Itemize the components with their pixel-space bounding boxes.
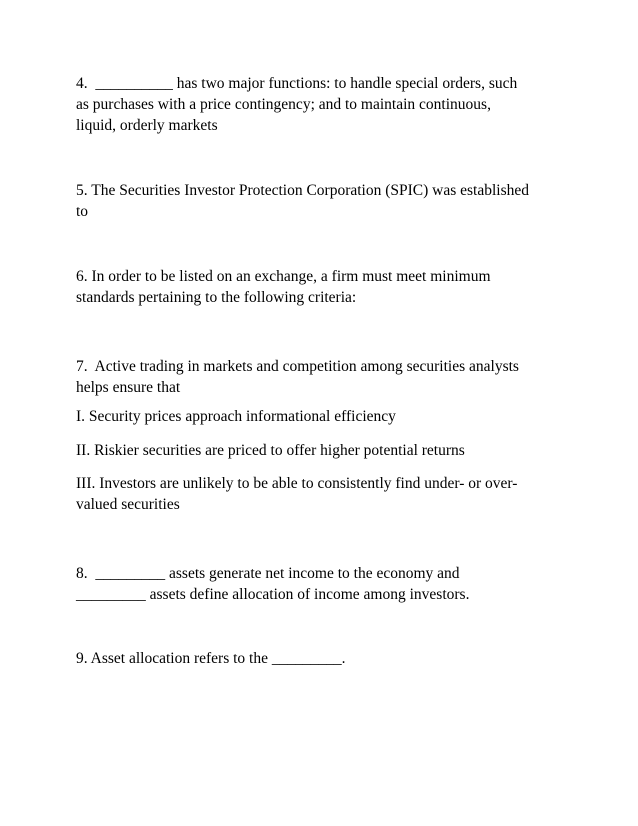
question-7-statement-ii	[76, 440, 576, 461]
question-9-line-1: 9. Asset allocation refers to the _________.	[76, 650, 346, 667]
question-4-line-3: liquid, orderly markets	[76, 117, 218, 134]
question-7-statement-iii	[76, 473, 576, 515]
question-7-line-1: 7. Active trading in markets and competition among securities analysts	[76, 358, 519, 375]
question-7-statement-i	[76, 406, 576, 427]
question-5	[76, 180, 576, 222]
question-4	[76, 73, 576, 136]
statement-i-text: I. Security prices approach informational efficiency	[76, 408, 396, 425]
question-4-line-2: as purchases with a price contingency; and to maintain continuous,	[76, 96, 491, 113]
statement-iii-line-2: valued securities	[76, 496, 180, 513]
question-5-line-2: to	[76, 203, 89, 220]
question-7-line-2: helps ensure that	[76, 379, 181, 396]
question-9	[76, 648, 576, 669]
statement-iii-line-1: III. Investors are unlikely to be able to consistently find under- or over-	[76, 475, 518, 492]
question-6-line-2: standards pertaining to the following criteria:	[76, 289, 357, 306]
question-4-line-1: 4. __________ has two major functions: to handle special orders, such	[76, 75, 518, 92]
question-8-line-1: 8. _________ assets generate net income to the economy and	[76, 565, 460, 582]
question-8	[76, 563, 576, 605]
question-6	[76, 266, 576, 308]
question-7	[76, 356, 576, 398]
question-8-line-2: _________ assets define allocation of income among investors.	[76, 586, 470, 603]
statement-ii-text: II. Riskier securities are priced to offer higher potential returns	[76, 442, 465, 459]
question-6-line-1: 6. In order to be listed on an exchange, a firm must meet minimum	[76, 268, 491, 285]
question-5-line-1: 5. The Securities Investor Protection Corporation (SPIC) was established	[76, 182, 530, 199]
